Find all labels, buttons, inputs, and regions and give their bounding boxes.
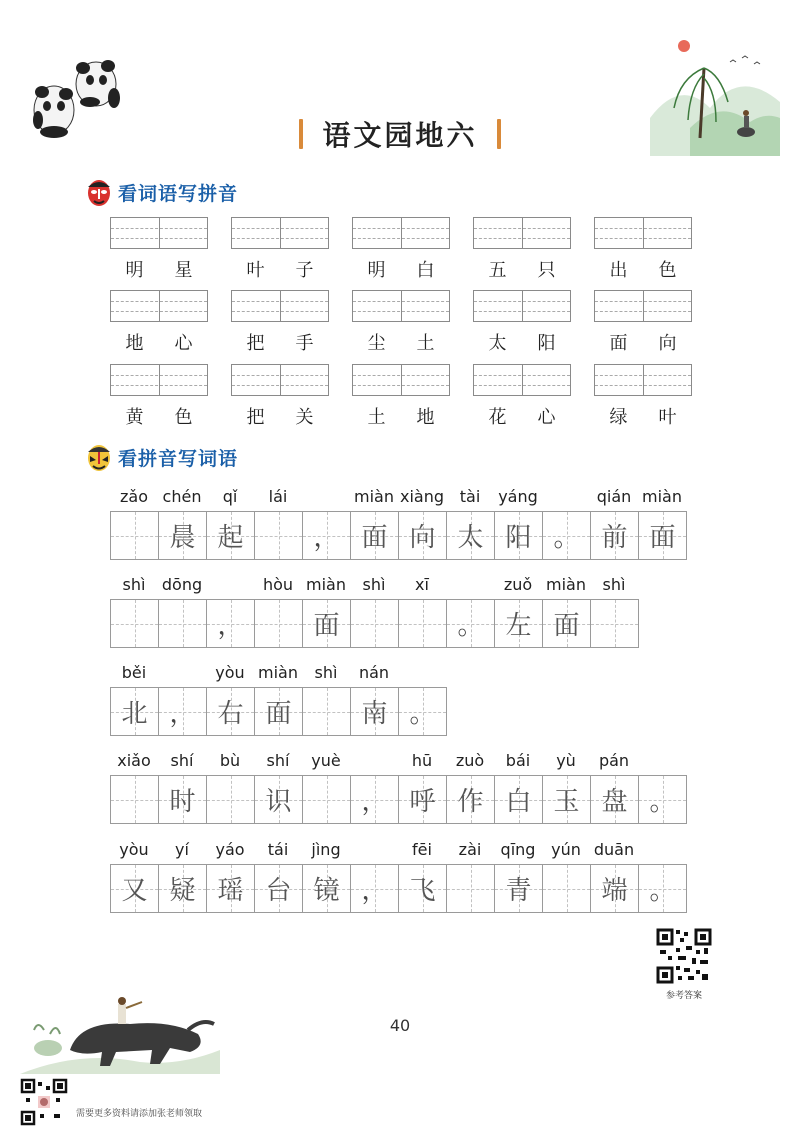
word-text [473,256,571,280]
given-character: 阳 [505,523,532,553]
writing-cell[interactable] [590,599,639,648]
punctuation-mark: 。 [457,611,484,641]
writing-cell[interactable] [542,511,591,560]
writing-cell[interactable] [206,775,255,824]
word-char: 心 [537,407,556,428]
writing-cell[interactable] [158,775,207,824]
word-text [473,329,571,353]
writing-cell[interactable] [110,511,159,560]
given-character: 识 [265,787,292,817]
pinyin-syllable: yáo [215,840,245,859]
given-character: 疑 [169,876,196,906]
pinyin-writing-grid[interactable] [352,364,450,396]
section2-header [86,440,238,474]
pinyin-writing-grid[interactable] [473,364,571,396]
given-character: 左 [505,611,532,641]
pinyin-syllable: chén [162,487,202,506]
pinyin-syllable: miàn [258,663,298,682]
section1-label: 看词语写拼音 [118,182,239,205]
word-text [594,256,692,280]
tian-grid [110,511,687,560]
pinyin-syllable: qǐ [222,487,238,506]
given-character: 北 [121,699,148,729]
pinyin-syllable: pán [598,751,630,770]
writing-cell[interactable] [398,599,447,648]
given-character: 白 [505,787,532,817]
punctuation-mark: ， [313,523,340,553]
word-char: 心 [174,333,193,354]
word-char: 色 [658,260,677,281]
buffalo-illustration [20,990,220,1074]
word-text [110,403,208,427]
pinyin-syllable: xī [415,575,429,594]
word-char: 叶 [658,407,677,428]
pinyin-syllable: yuè [311,751,341,770]
word-char: 地 [125,333,144,354]
given-character: 前 [601,523,628,553]
punctuation-mark: ， [361,787,388,817]
pinyin-syllable: yún [551,840,581,859]
pinyin-writing-grid[interactable] [594,364,692,396]
word-text [594,329,692,353]
footer-qr-code[interactable] [20,1078,68,1126]
pinyin-syllable: yù [556,751,576,770]
word-char: 土 [367,407,386,428]
word-text [110,256,208,280]
opera-mask-yellow-icon [86,442,112,472]
pinyin-writing-grid[interactable] [110,217,208,249]
punctuation-mark: 。 [649,876,676,906]
word-text [110,329,208,353]
answer-qr-code[interactable] [656,928,712,984]
given-character: 呼 [409,787,436,817]
word-char: 把 [246,407,265,428]
tian-grid [110,864,687,913]
word-char: 色 [174,407,193,428]
pinyin-syllable: zǎo [120,487,148,506]
given-character: 面 [553,611,580,641]
writing-cell[interactable] [254,599,303,648]
pinyin-syllable: duān [593,840,635,859]
word-char: 阳 [537,333,556,354]
writing-cell[interactable] [398,775,447,824]
pinyin-writing-grid[interactable] [352,290,450,322]
writing-cell[interactable] [542,599,591,648]
writing-cell[interactable] [350,687,399,736]
writing-cell[interactable] [302,864,351,913]
title-bar-left [299,119,303,149]
writing-cell[interactable] [254,687,303,736]
word-char: 面 [609,333,628,354]
pinyin-syllable: lái [268,487,288,506]
pinyin-syllable: zài [458,840,482,859]
pinyin-syllable: zuò [455,751,485,770]
word-char: 叶 [246,260,265,281]
word-text [231,403,329,427]
given-character: 南 [361,699,388,729]
pinyin-syllable: fēi [412,840,432,859]
writing-cell[interactable] [590,864,639,913]
writing-cell[interactable] [206,511,255,560]
pinyin-syllable: bù [219,751,241,770]
punctuation-mark: ， [169,699,196,729]
given-character: 面 [265,699,292,729]
writing-cell[interactable] [110,599,159,648]
pinyin-syllable: běi [121,663,147,682]
writing-cell[interactable] [110,864,159,913]
writing-cell[interactable] [494,511,543,560]
writing-cell[interactable] [494,775,543,824]
writing-cell[interactable] [110,687,159,736]
pinyin-syllable: hū [411,751,433,770]
footer-note: 需要更多资料请添加张老师领取 [76,1109,203,1119]
punctuation-mark: ， [217,611,244,641]
word-text [231,329,329,353]
word-char: 太 [488,333,507,354]
given-character: 起 [217,523,244,553]
given-character: 端 [601,876,628,906]
given-character: 青 [505,876,532,906]
pinyin-writing-grid[interactable] [594,290,692,322]
given-character: 面 [361,523,388,553]
tian-grid [110,599,639,648]
section1-header [86,175,238,209]
given-character: 又 [121,876,148,906]
writing-cell[interactable] [446,599,495,648]
punctuation-mark: ， [361,876,388,906]
pinyin-writing-grid[interactable] [231,290,329,322]
writing-cell[interactable] [254,775,303,824]
pinyin-syllable: xiàng [399,487,445,506]
writing-cell[interactable] [590,775,639,824]
pinyin-syllable: yáng [498,487,538,506]
pinyin-syllable: tái [267,840,289,859]
pinyin-syllable: miàn [306,575,346,594]
pinyin-syllable: qián [596,487,632,506]
pinyin-syllable: shì [602,575,626,594]
writing-cell[interactable] [494,599,543,648]
writing-cell[interactable] [398,864,447,913]
pinyin-syllable: miàn [546,575,586,594]
writing-cell[interactable] [206,687,255,736]
qr-caption: 参考答案 [665,991,702,1001]
word-char: 子 [295,260,314,281]
writing-cell[interactable] [398,511,447,560]
pinyin-writing-grid[interactable] [473,217,571,249]
pinyin-syllable: jìng [311,840,341,859]
pinyin-writing-grid[interactable] [473,290,571,322]
given-character: 瑶 [217,876,244,906]
writing-cell[interactable] [158,864,207,913]
page-title-area [0,114,800,154]
writing-cell[interactable] [206,599,255,648]
writing-cell[interactable] [158,599,207,648]
given-character: 晨 [169,523,196,553]
page-title: 语文园地六 [322,119,478,152]
word-char: 地 [416,407,435,428]
writing-cell[interactable] [350,599,399,648]
writing-cell[interactable] [302,775,351,824]
word-text [594,403,692,427]
punctuation-mark: 。 [649,787,676,817]
writing-cell[interactable] [110,775,159,824]
pinyin-syllable: nán [358,663,390,682]
writing-cell[interactable] [302,599,351,648]
writing-cell[interactable] [350,775,399,824]
writing-cell[interactable] [494,864,543,913]
writing-cell[interactable] [446,775,495,824]
word-char: 明 [125,260,144,281]
writing-cell[interactable] [638,775,687,824]
pinyin-syllable: shí [170,751,194,770]
word-char: 黄 [125,407,144,428]
given-character: 飞 [409,876,436,906]
pinyin-syllable: qīng [500,840,536,859]
pinyin-syllable: yòu [119,840,149,859]
word-char: 白 [416,260,435,281]
pinyin-syllable: shì [122,575,146,594]
writing-cell[interactable] [350,511,399,560]
given-character: 镜 [313,876,340,906]
punctuation-mark: 。 [409,699,436,729]
pinyin-syllable: dōng [161,575,203,594]
pinyin-writing-grid[interactable] [352,217,450,249]
pinyin-syllable: yòu [215,663,245,682]
given-character: 面 [313,611,340,641]
word-char: 尘 [367,333,386,354]
word-text [473,403,571,427]
pinyin-syllable: bái [505,751,531,770]
tian-grid [110,775,687,824]
pinyin-writing-grid[interactable] [110,290,208,322]
pinyin-syllable: miàn [642,487,682,506]
punctuation-mark: 。 [553,523,580,553]
word-char: 关 [295,407,314,428]
writing-cell[interactable] [158,687,207,736]
writing-cell[interactable] [638,511,687,560]
word-char: 花 [488,407,507,428]
given-character: 作 [457,787,484,817]
page-number: 40 [389,1016,411,1035]
writing-cell[interactable] [302,511,351,560]
word-char: 把 [246,333,265,354]
writing-cell[interactable] [446,511,495,560]
title-bar-right [497,119,501,149]
writing-cell[interactable] [590,511,639,560]
given-character: 右 [217,699,244,729]
pinyin-syllable: tài [459,487,481,506]
word-text [352,329,450,353]
word-char: 五 [488,260,507,281]
writing-cell[interactable] [542,775,591,824]
given-character: 台 [265,876,292,906]
word-char: 只 [537,260,556,281]
writing-cell[interactable] [254,511,303,560]
writing-cell[interactable] [542,864,591,913]
writing-cell[interactable] [350,864,399,913]
word-text [352,256,450,280]
writing-cell[interactable] [158,511,207,560]
pinyin-writing-grid[interactable] [231,217,329,249]
word-char: 星 [174,260,193,281]
writing-cell[interactable] [398,687,447,736]
section2-label: 看拼音写词语 [118,447,239,470]
word-char: 向 [658,333,677,354]
given-character: 时 [169,787,196,817]
tian-grid [110,687,447,736]
pinyin-writing-grid[interactable] [594,217,692,249]
pinyin-syllable: zuǒ [503,575,533,594]
word-char: 土 [416,333,435,354]
word-char: 出 [609,260,628,281]
given-character: 太 [457,523,484,553]
writing-cell[interactable] [302,687,351,736]
word-text [231,256,329,280]
writing-cell[interactable] [206,864,255,913]
pinyin-syllable: hòu [262,575,294,594]
given-character: 玉 [553,787,580,817]
pinyin-writing-grid[interactable] [231,364,329,396]
given-character: 向 [409,523,436,553]
opera-mask-red-icon [86,177,112,207]
pinyin-syllable: miàn [354,487,394,506]
writing-cell[interactable] [638,864,687,913]
pinyin-syllable: shí [266,751,290,770]
pinyin-syllable: xiǎo [117,751,151,770]
word-text [352,403,450,427]
pinyin-syllable: yí [175,840,189,859]
word-char: 明 [367,260,386,281]
pinyin-writing-grid[interactable] [110,364,208,396]
word-char: 手 [295,333,314,354]
writing-cell[interactable] [446,864,495,913]
pinyin-syllable: shì [362,575,386,594]
writing-cell[interactable] [254,864,303,913]
pinyin-syllable: shì [314,663,338,682]
given-character: 盘 [601,787,628,817]
given-character: 面 [649,523,676,553]
word-char: 绿 [609,407,628,428]
